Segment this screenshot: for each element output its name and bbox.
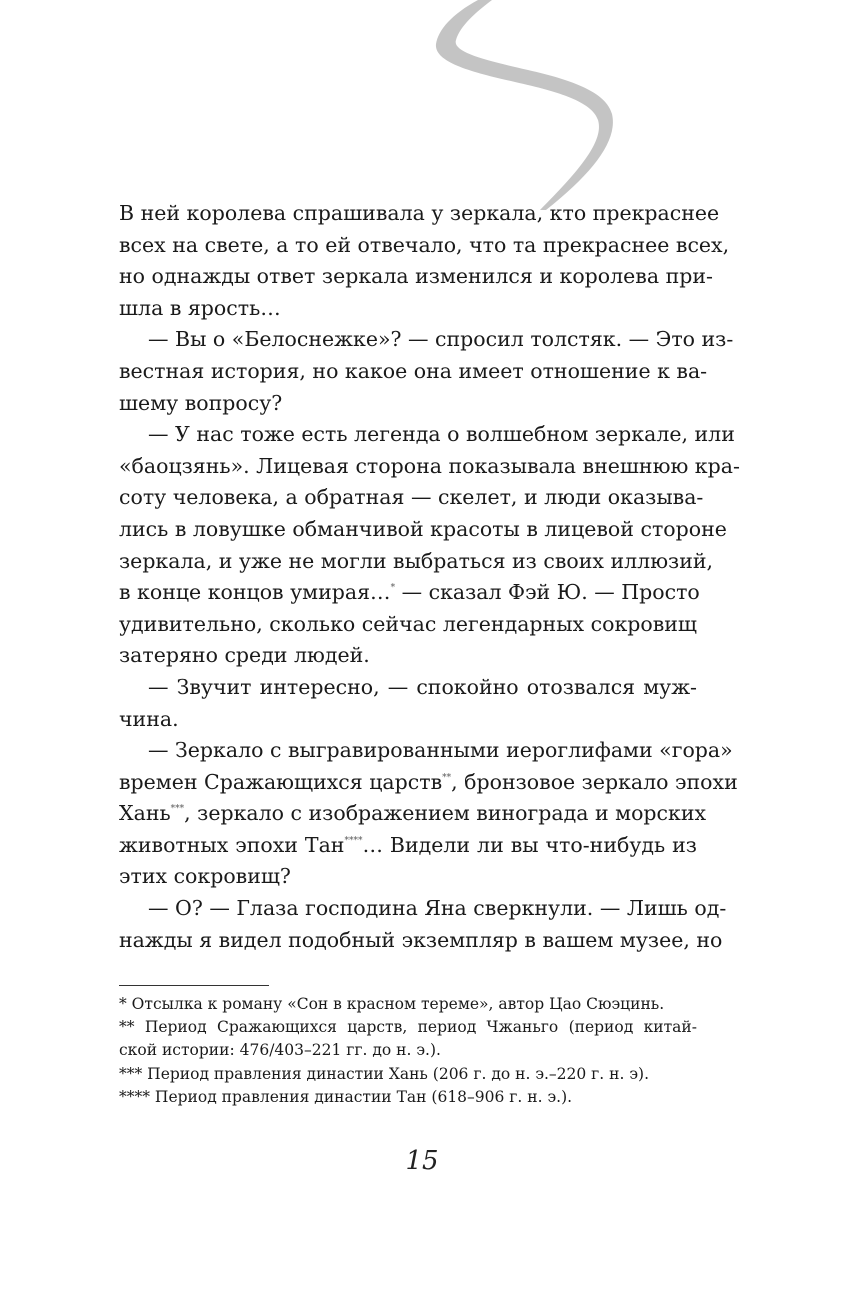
footnote-marker: ** — [442, 772, 452, 783]
text-line: — Зеркало с выгравированными иероглифами «гора» — [148, 738, 733, 763]
text-line: нажды я видел подобный экземпляр в вашем музее, но — [119, 927, 723, 952]
text-line: лись в ловушке обманчивой красоты в лицевой стороне — [119, 516, 727, 541]
body-text — [119, 198, 740, 956]
footnote: *** Период правления династии Хань (206 г. до н. э.–220 г. н. э). — [119, 1064, 649, 1083]
text-line: В ней королева спрашивала у зеркала, кто прекраснее — [119, 201, 720, 225]
text-run: , зеркало с изображением винограда и морских — [184, 801, 707, 826]
text-line: — У нас тоже есть легенда о волшебном зеркале, или — [148, 422, 735, 447]
footnote: * Отсылка к роману «Сон в красном тереме», автор Цао Сюэцинь. — [119, 995, 665, 1013]
text-line: всех на свете, а то ей отвечало, что та прекраснее всех, — [119, 232, 730, 257]
text-run: , бронзовое зеркало эпохи — [451, 769, 738, 794]
footnote-marker: *** — [170, 804, 185, 815]
text-line: удивительно, сколько сейчас легендарных сокровищ — [119, 611, 697, 636]
text-run: Хань — [119, 801, 171, 826]
text-line — [119, 767, 738, 799]
text-run: времен Сражающихся царств — [119, 769, 443, 794]
footnote: ской истории: 476/403–221 гг. до н. э.). — [119, 1041, 441, 1060]
text-line — [119, 577, 700, 609]
footnote: ** Период Сражающихся царств, период Чжаньго (период китай- — [119, 1018, 697, 1037]
text-line: зеркала, и уже не могли выбраться из своих иллюзий, — [119, 548, 714, 573]
footnote: **** Период правления династии Тан (618–906 г. н. э.). — [119, 1087, 573, 1106]
text-line: — Звучит интересно, — спокойно отозвался муж- — [148, 674, 697, 699]
page-number: 15 — [405, 1146, 439, 1176]
footnote-marker: **** — [344, 835, 363, 846]
text-line — [119, 798, 707, 830]
text-line: вестная история, но какое она имеет отношение к ва- — [119, 358, 708, 383]
text-line: чина. — [119, 706, 179, 731]
text-line: «баоцзянь». Лицевая сторона показывала внешнюю кра- — [119, 453, 740, 478]
text-run: животных эпохи Тан — [119, 832, 345, 857]
swoosh-ornament-icon — [0, 0, 844, 210]
footnote-marker: * — [390, 583, 396, 594]
text-line: но однажды ответ зеркала изменился и королева при- — [119, 264, 713, 289]
text-run: … Видели ли вы что-нибудь из — [362, 832, 697, 857]
text-line: этих сокровищ? — [119, 864, 291, 889]
text-line: шему вопросу? — [119, 390, 283, 415]
text-line: затеряно среди людей. — [119, 643, 370, 668]
text-line: — О? — Глаза господина Яна сверкнули. — Лишь од- — [148, 896, 727, 921]
text-run: в конце концов умирая… — [119, 580, 391, 605]
text-line: — Вы о «Белоснежке»? — спросил толстяк. — Это из- — [148, 327, 734, 352]
footnotes — [119, 993, 697, 1109]
text-line: шла в ярость… — [119, 295, 281, 320]
footnote-divider — [119, 985, 269, 986]
text-line — [119, 830, 697, 862]
text-run: — сказал Фэй Ю. — Просто — [395, 580, 700, 605]
text-line: соту человека, а обратная — скелет, и люди оказыва- — [119, 485, 704, 510]
